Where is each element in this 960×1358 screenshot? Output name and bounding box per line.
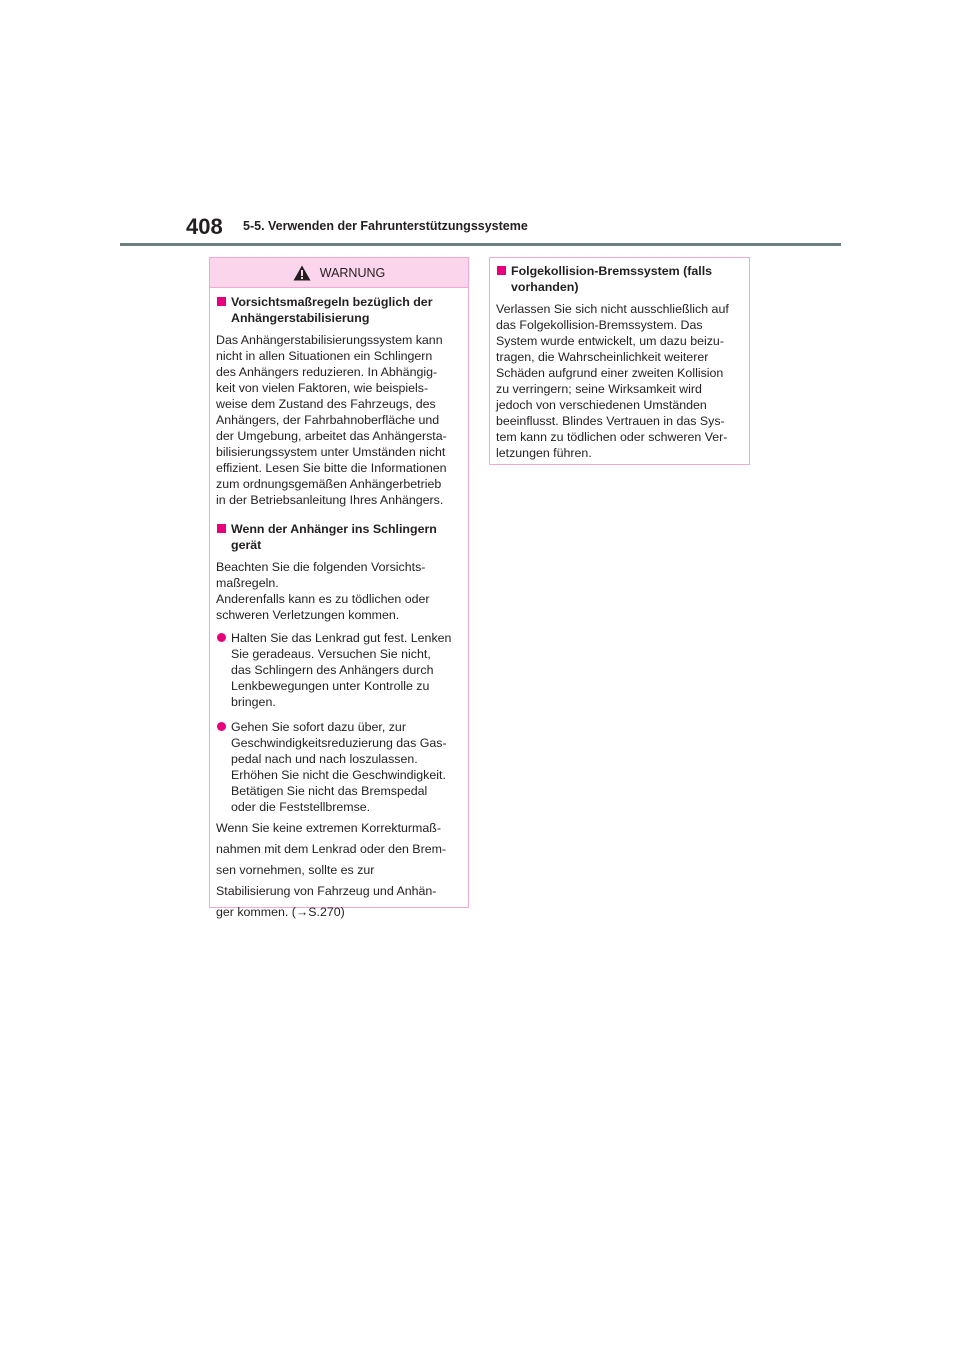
heading-line: gerät bbox=[231, 538, 262, 552]
text-line: ger kommen. (→S.270) bbox=[216, 905, 345, 919]
text-line: schweren Verletzungen kommen. bbox=[216, 608, 400, 622]
text-line: Geschwindigkeitsreduzierung das Gas- bbox=[231, 736, 447, 750]
page-number: 408 bbox=[186, 214, 223, 239]
text-line: das Schlingern des Anhängers durch bbox=[231, 663, 434, 677]
collision-brake-content bbox=[490, 258, 749, 461]
text-line: Anderenfalls kann es zu tödlichen oder bbox=[216, 592, 430, 606]
text-line: Schäden aufgrund einer zweiten Kollision bbox=[496, 366, 724, 380]
warning-box bbox=[209, 257, 469, 919]
heading-line: Anhängerstabilisierung bbox=[231, 311, 370, 325]
circle-bullet-icon bbox=[217, 722, 226, 731]
collision-brake-box bbox=[489, 257, 750, 465]
text-line: sen vornehmen, sollte es zur bbox=[216, 863, 375, 877]
circle-bullet-icon bbox=[217, 633, 226, 642]
list-item bbox=[216, 630, 462, 710]
text-line: Stabilisierung von Fahrzeug und Anhän- bbox=[216, 884, 437, 898]
list-item bbox=[216, 719, 462, 815]
text-line: tragen, die Wahrscheinlichkeit weiterer bbox=[496, 350, 709, 364]
text-line: Wenn Sie keine extremen Korrekturmaß- bbox=[216, 821, 441, 835]
text-line: maßregeln. bbox=[216, 576, 279, 590]
text-line: System wurde entwickelt, um dazu beizu- bbox=[496, 334, 724, 348]
section-heading-trailer-stabilization bbox=[216, 294, 462, 326]
square-bullet-icon bbox=[217, 297, 226, 306]
warning-header bbox=[210, 258, 468, 288]
text-line: zu verringern; seine Wirksamkeit wird bbox=[496, 382, 702, 396]
text-line: oder die Feststellbremse. bbox=[231, 800, 371, 814]
heading-line: Wenn der Anhänger ins Schlingern bbox=[231, 522, 437, 536]
text-line: effizient. Lesen Sie bitte die Informationen bbox=[216, 461, 447, 475]
heading-line: Folgekollision-Bremssystem (falls bbox=[511, 264, 713, 278]
section-paragraph bbox=[216, 559, 462, 623]
text-line: der Umgebung, arbeitet das Anhängersta- bbox=[216, 429, 447, 443]
text-line: Gehen Sie sofort dazu über, zur bbox=[231, 720, 406, 734]
text-line: zum ordnungsgemäßen Anhängerbetrieb bbox=[216, 477, 442, 491]
warning-triangle-icon bbox=[293, 265, 311, 281]
text-line: keit von vielen Faktoren, wie beispiels- bbox=[216, 381, 429, 395]
text-line: bringen. bbox=[231, 695, 276, 709]
text-line: Lenkbewegungen unter Kontrolle zu bbox=[231, 679, 430, 693]
text-line: pedal nach und nach loszulassen. bbox=[231, 752, 418, 766]
text-line: jedoch von verschiedenen Umständen bbox=[496, 398, 707, 412]
text-line: nicht in allen Situationen ein Schlingern bbox=[216, 349, 433, 363]
closing-paragraph bbox=[216, 820, 462, 920]
text-line: Das Anhängerstabilisierungssystem kann bbox=[216, 333, 443, 347]
text-line: letzungen führen. bbox=[496, 446, 592, 460]
text-line: Sie geradeaus. Versuchen Sie nicht, bbox=[231, 647, 431, 661]
warning-content bbox=[210, 288, 468, 920]
section-paragraph bbox=[496, 301, 743, 461]
text-line: Anhängers, der Fahrbahnoberfläche und bbox=[216, 413, 440, 427]
heading-line: Vorsichtsmaßregeln bezüglich der bbox=[231, 295, 433, 309]
text-line: Halten Sie das Lenkrad gut fest. Lenken bbox=[231, 631, 452, 645]
text-line: in der Betriebsanleitung Ihres Anhängers. bbox=[216, 493, 444, 507]
text-line: beeinflusst. Blindes Vertrauen in das Sys- bbox=[496, 414, 725, 428]
warning-label: WARNUNG bbox=[319, 265, 386, 280]
square-bullet-icon bbox=[217, 524, 226, 533]
square-bullet-icon bbox=[497, 266, 506, 275]
text-line: Beachten Sie die folgenden Vorsichts- bbox=[216, 560, 426, 574]
text-line: weise dem Zustand des Fahrzeugs, des bbox=[216, 397, 436, 411]
section-heading-trailer-sway bbox=[216, 521, 462, 553]
section-heading-secondary-collision-brake bbox=[496, 263, 743, 295]
text-line: Verlassen Sie sich nicht ausschließlich auf bbox=[496, 302, 729, 316]
text-line: nahmen mit dem Lenkrad oder den Brem- bbox=[216, 842, 447, 856]
header-divider bbox=[120, 243, 841, 246]
text-line: tem kann zu tödlichen oder schweren Ver- bbox=[496, 430, 728, 444]
text-line: bilisierungssystem unter Umständen nicht bbox=[216, 445, 446, 459]
text-line: Betätigen Sie nicht das Bremspedal bbox=[231, 784, 428, 798]
text-line: des Anhängers reduzieren. In Abhängig- bbox=[216, 365, 438, 379]
section-title: 5-5. Verwenden der Fahrunterstützungssysteme bbox=[243, 219, 528, 233]
heading-line: vorhanden) bbox=[511, 280, 579, 294]
text-line: Erhöhen Sie nicht die Geschwindigkeit. bbox=[231, 768, 446, 782]
section-paragraph bbox=[216, 332, 462, 508]
text-line: das Folgekollision-Bremssystem. Das bbox=[496, 318, 703, 332]
